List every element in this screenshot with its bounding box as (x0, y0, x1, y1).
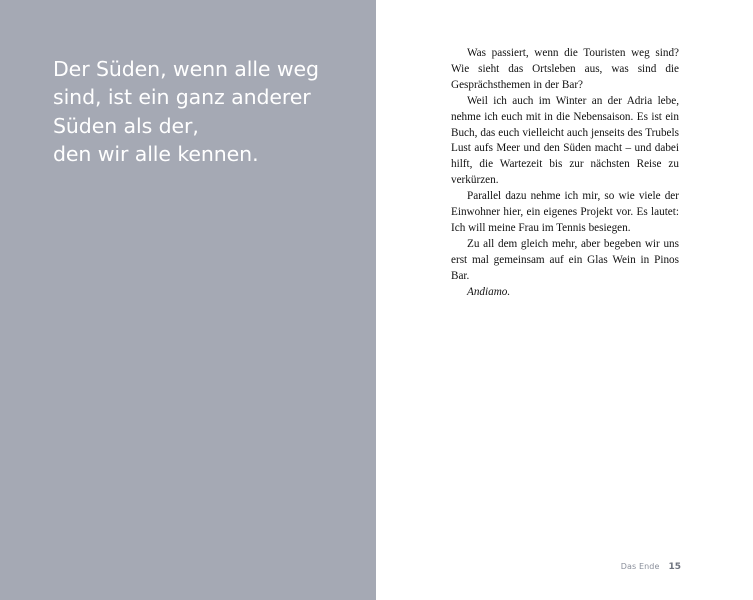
page-footer (621, 562, 681, 572)
left-page (0, 0, 376, 600)
body-closing-italic: Andiamo. (467, 285, 511, 298)
body-paragraph-3: Parallel dazu nehme ich mir, so wie viele der Einwohner hier, ein eigenes Projekt vor. Es lautet: Ich will meine Frau im Tennis besiegen. (451, 190, 679, 234)
pull-quote-line-2: sind, ist ein ganz anderer (53, 85, 311, 110)
footer-page-number: 15 (668, 562, 681, 572)
body-paragraph-1: Was passiert, wenn die Touristen weg sind? Wie sieht das Ortsleben aus, was sind die Gesprächsthemen in der Bar? (451, 47, 679, 91)
body-paragraph-2: Weil ich auch im Winter an der Adria lebe, nehme ich euch mit in die Nebensaison. Es ist ein Buch, das euch vielleicht auch jenseits des Trubels Lust aufs Meer und den Süden macht – und dabei hilft, die Wartezeit bis zur nächsten Reise zu verkürzen. (451, 94, 679, 187)
footer-section-label: Das Ende (620, 562, 660, 571)
pull-quote-line-1: Der Süden, wenn alle weg (53, 57, 319, 81)
pull-quote-line-4: den wir alle kennen. (53, 141, 259, 166)
pull-quote-line-3: Süden als der, (53, 113, 199, 138)
body-paragraph-4: Zu all dem gleich mehr, aber begeben wir uns erst mal gemeinsam auf ein Glas Wein in Pinos Bar. (451, 237, 679, 282)
body-text-column (451, 46, 679, 301)
right-page (376, 0, 753, 600)
pull-quote (53, 55, 343, 168)
